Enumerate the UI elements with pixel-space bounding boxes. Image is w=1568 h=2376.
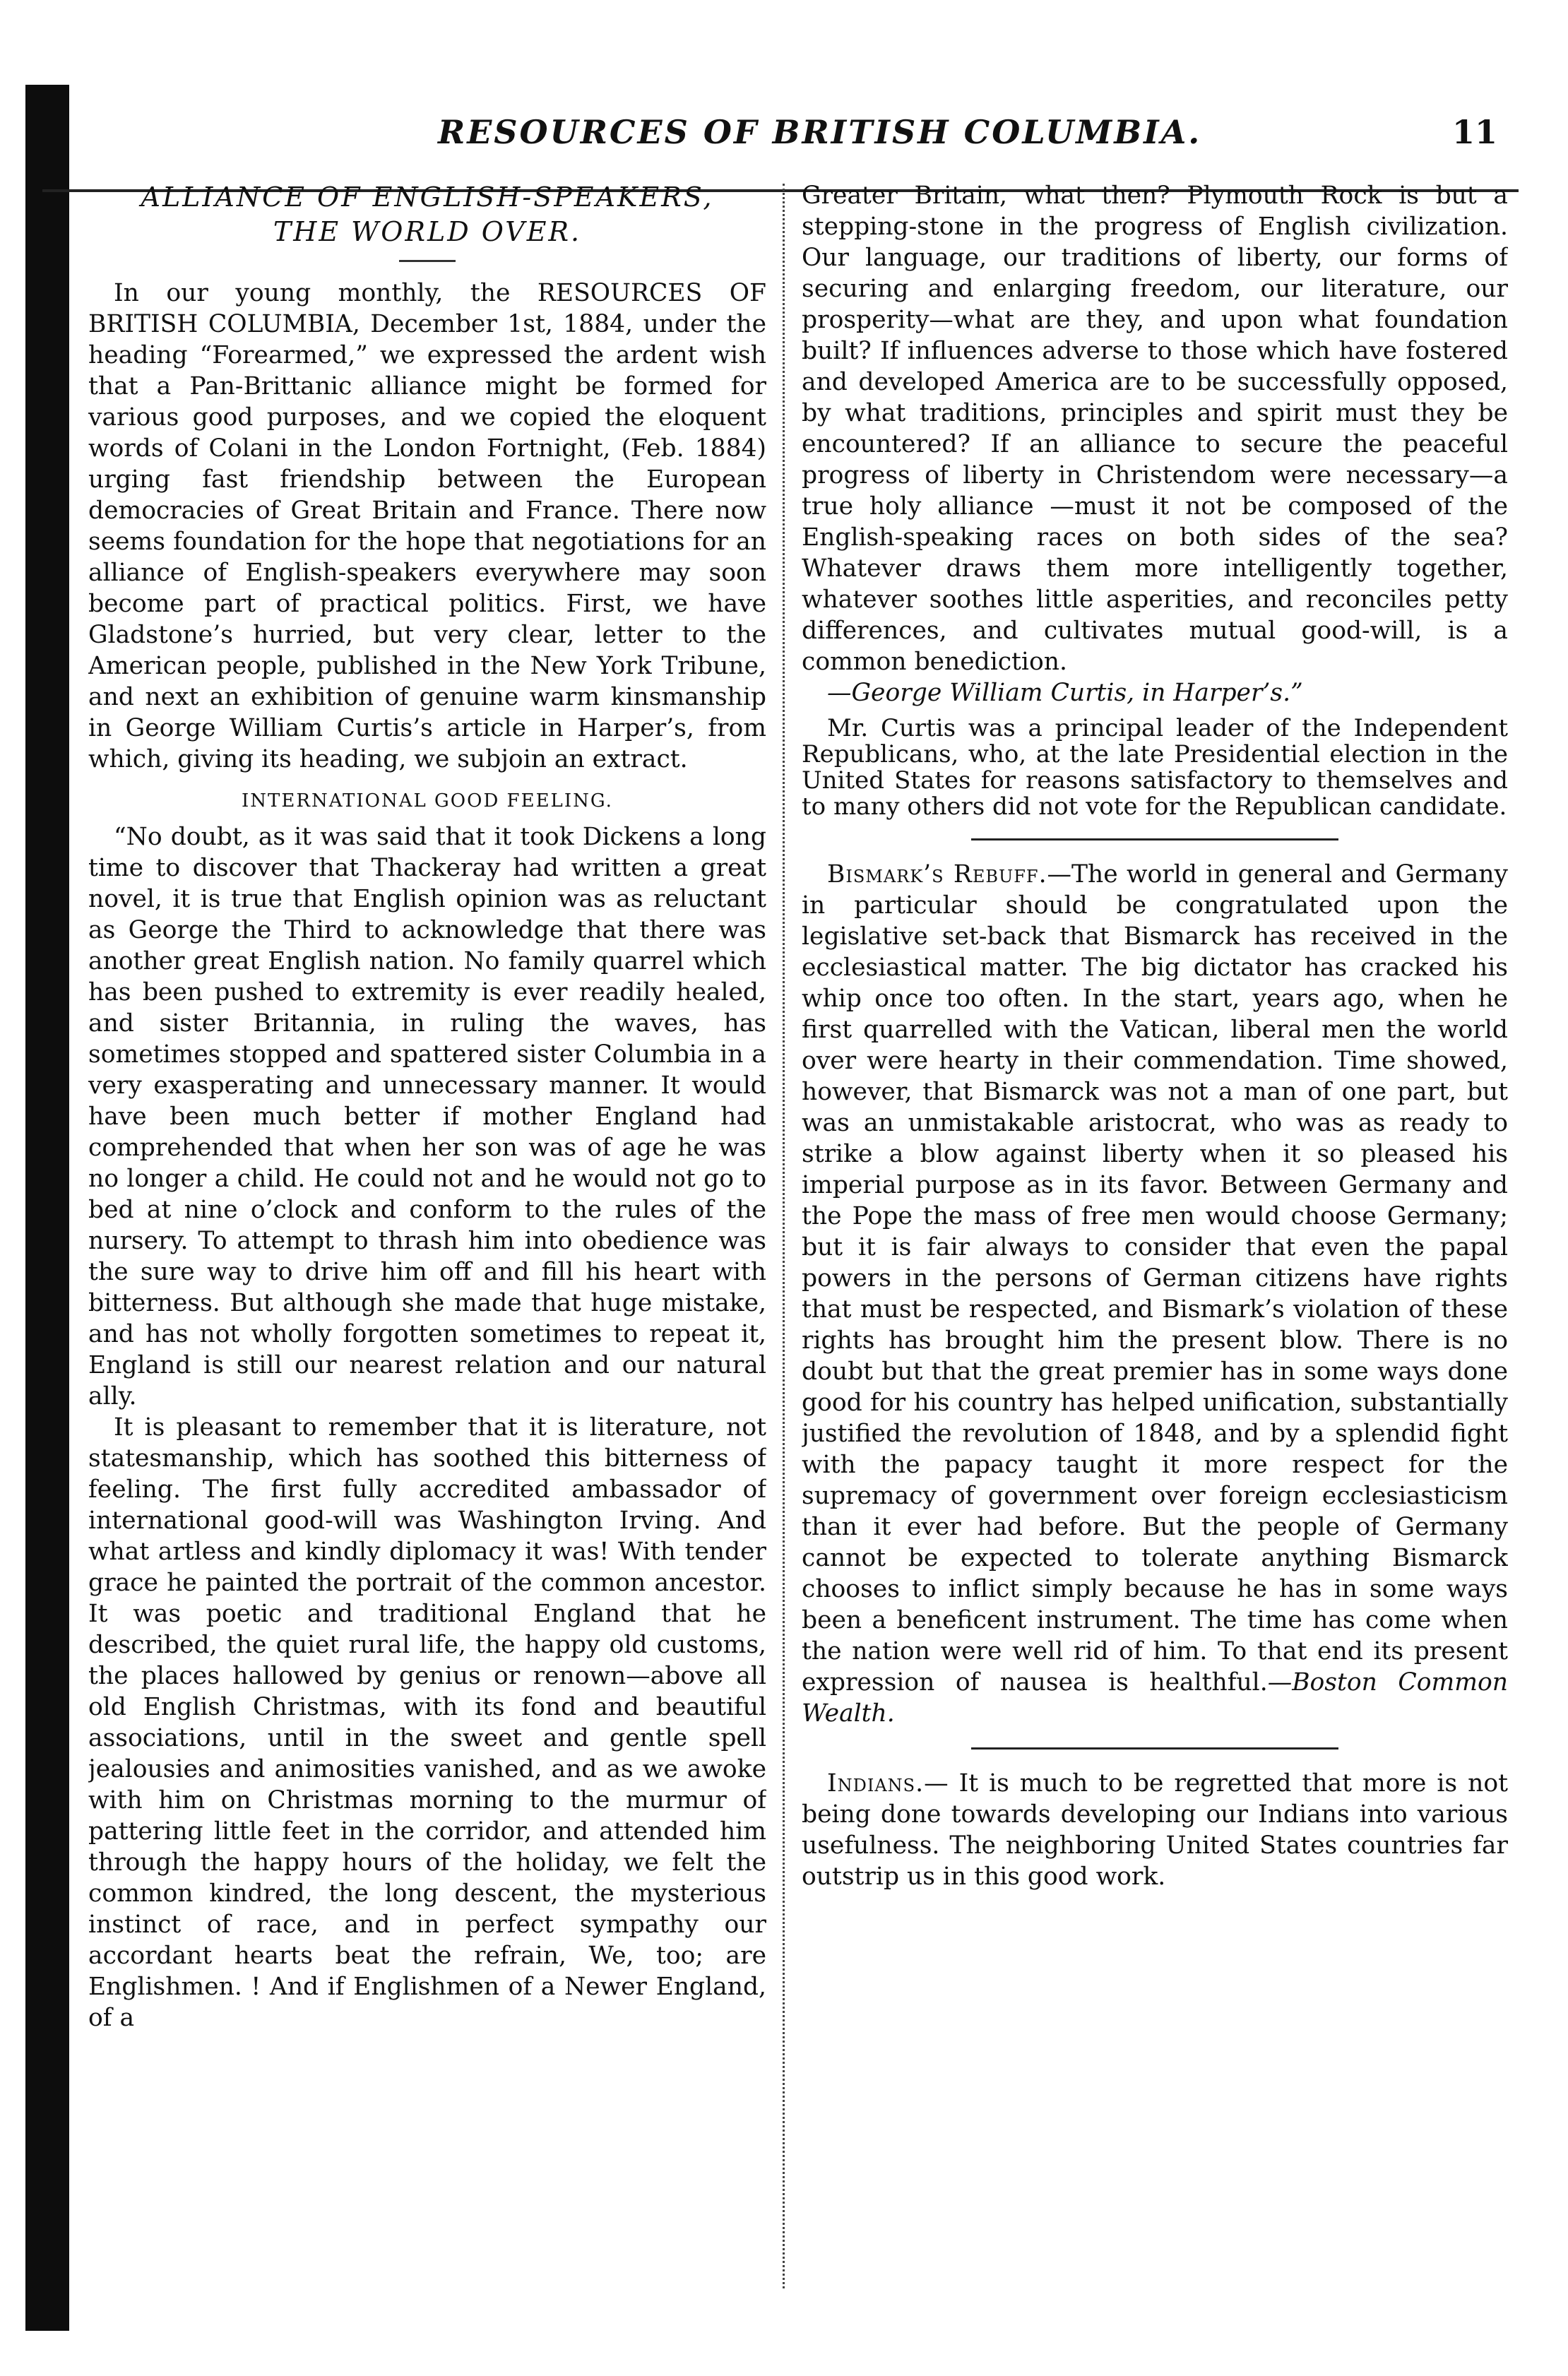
bismarck-heading: Bismark’s Rebuff. — [827, 860, 1047, 889]
bismarck-article — [802, 859, 1508, 1729]
title-dash — [399, 260, 456, 262]
running-head — [42, 113, 1519, 170]
article-title-line-2: THE WORLD OVER. — [273, 216, 582, 248]
separator-rule-2 — [971, 1747, 1338, 1750]
newspaper-page — [42, 85, 1519, 2338]
separator-rule-1 — [971, 838, 1338, 840]
page-number: 11 — [1451, 113, 1497, 151]
section-subhead: INTERNATIONAL GOOD FEELING. — [242, 790, 613, 812]
running-title: RESOURCES OF BRITISH COLUMBIA. — [438, 113, 1202, 151]
bismarck-body: —The world in general and Germany in particular should be congratulated upon the legislative set-back that Bismarck has received in the ecclesiastical matter. The big dictator has cracked his whip once too often. In the start, years ago, when he first quarrelled with the Vatican, liberal men the world over were hearty in their commendation. Time showed, however, that Bismarck was not a man of one part, but was an unmistakable aristocrat, who was as ready to strike a blow against liberty when it so pleased his imperial purpose as in its favor. Between Germany and the Pope the mass of free men would choose Germany; but it is fair always to consider that even the papal powers in the persons of German citizens have rights that must be respected, and Bismark’s violation of these rights has brought him the present blow. There is no doubt but that the great premier has in some ways done good for his country has helped unification, substantially justified the revolution of 1848, and by a splendid fight with the papacy taught it more respect for the supremacy of government over foreign ecclesiasticism than it ever had before. But the people of Germany cannot be expected to tolerate anything Bismarck chooses to inflict simply because he has in some ways been a beneficent instrument. The time has come when the nation were well rid of him. To that end its present expression of nausea is healthful. — [802, 860, 1508, 1697]
indians-heading: Indians. — [827, 1769, 925, 1798]
quote-attribution: —George William Curtis, in Harper’s.” — [827, 679, 1303, 707]
quote-paragraph-2: It is pleasant to remember that it is literature, not statesmanship, which has soothed this bitterness of feeling. The first fully accredited ambassador of international good-will was Washington Irving. And what artless and kindly diplomacy it was! With tender grace he painted the portrait of the common ancestor. It was poetic and traditional England that he described, the quiet rural life, the happy old customs, the places hallowed by genius or renown—above all old English Christmas, with its fond and beautiful associations, until in the sweet and gentle spell jealousies and animosities vanished, and as we awoke with him on Christmas morning to the murmur of pattering little feet in the corridor, and attended him through the happy hours of the holiday, we felt the common kindred, the long descent, the mysterious instinct of race, and in perfect sympathy our accordant hearts beat the refrain, We, too; are Englishmen. ! And if Englishmen of a Newer England, of a — [88, 1413, 766, 2032]
curtis-note: Mr. Curtis was a principal leader of the Independent Republicans, who, at the late Presidential election in the United States for reasons satisfactory to themselves and to many others did not vote for the Republican candidate. — [802, 714, 1508, 821]
left-column — [88, 180, 766, 2299]
indians-article — [802, 1768, 1508, 1892]
intro-paragraph: In our young monthly, the RESOURCES OF BRITISH COLUMBIA, December 1st, 1884, under the heading “Forearmed,” we expressed the ardent wish that a Pan-Brittanic alliance might be formed for various good purposes, and we copied the eloquent words of Colani in the London Fortnight, (Feb. 1884) urging fast friendship between the European democracies of Great Britain and France. There now seems foundation for the hope that negotiations for an alliance of English-speakers everywhere may soon become part of practical politics. First, we have Gladstone’s hurried, but very clear, letter to the American people, published in the New York Tribune, and next an exhibition of genuine warm kinsmanship in George William Curtis’s article in Harper’s, from which, giving its heading, we subjoin an extract. — [88, 278, 766, 773]
continued-paragraph: Greater Britain, what then? Plymouth Rock is but a stepping-stone in the progress of English civilization. Our language, our traditions of liberty, our forms of securing and enlarging freedom, our literature, our prosperity—what are they, and upon what foundation built? If influences adverse to those which have fostered and developed America are to be successfully opposed, by what traditions, principles and spirit must they be encountered? If an alliance to secure the peaceful progress of liberty in Christendom were necessary—a true holy alliance —must it not be composed of the English-speaking races on both sides of the sea? Whatever draws them more intelligently together, whatever soothes little asperities, and reconciles petty differences, and cultivates mutual good-will, is a common benediction. — [802, 182, 1508, 676]
column-divider — [783, 184, 785, 2288]
article-title-line-1: ALLIANCE OF ENGLISH-SPEAKERS, — [141, 182, 714, 213]
bismarck-source: —Boston Common Wealth. — [802, 1668, 1508, 1728]
indians-body: — It is much to be regretted that more is not being done towards developing our Indians into various usefulness. The neighboring United States countries far outstrip us in this good work. — [802, 1769, 1508, 1891]
right-column — [802, 180, 1508, 2299]
article-title — [88, 180, 766, 250]
quote-paragraph-1: “No doubt, as it was said that it took Dickens a long time to discover that Thackeray had written a great novel, it is true that English opinion was as reluctant as George the Third to acknowledge that there was another great English nation. No family quarrel which has been pushed to extremity is ever readily healed, and sister Britannia, in ruling the waves, has sometimes stopped and spattered sister Columbia in a very exasperating and unnecessary manner. It would have been much better if mother England had comprehended that when her son was of age he was no longer a child. He could not and he would not go to bed at nine o’clock and conform to the rules of the nursery. To attempt to thrash him into obedience was the sure way to drive him off and fill his heart with bitterness. But although she made that huge mistake, and has not wholly forgotten sometimes to repeat it, England is still our nearest relation and our natural ally. — [88, 822, 766, 1410]
